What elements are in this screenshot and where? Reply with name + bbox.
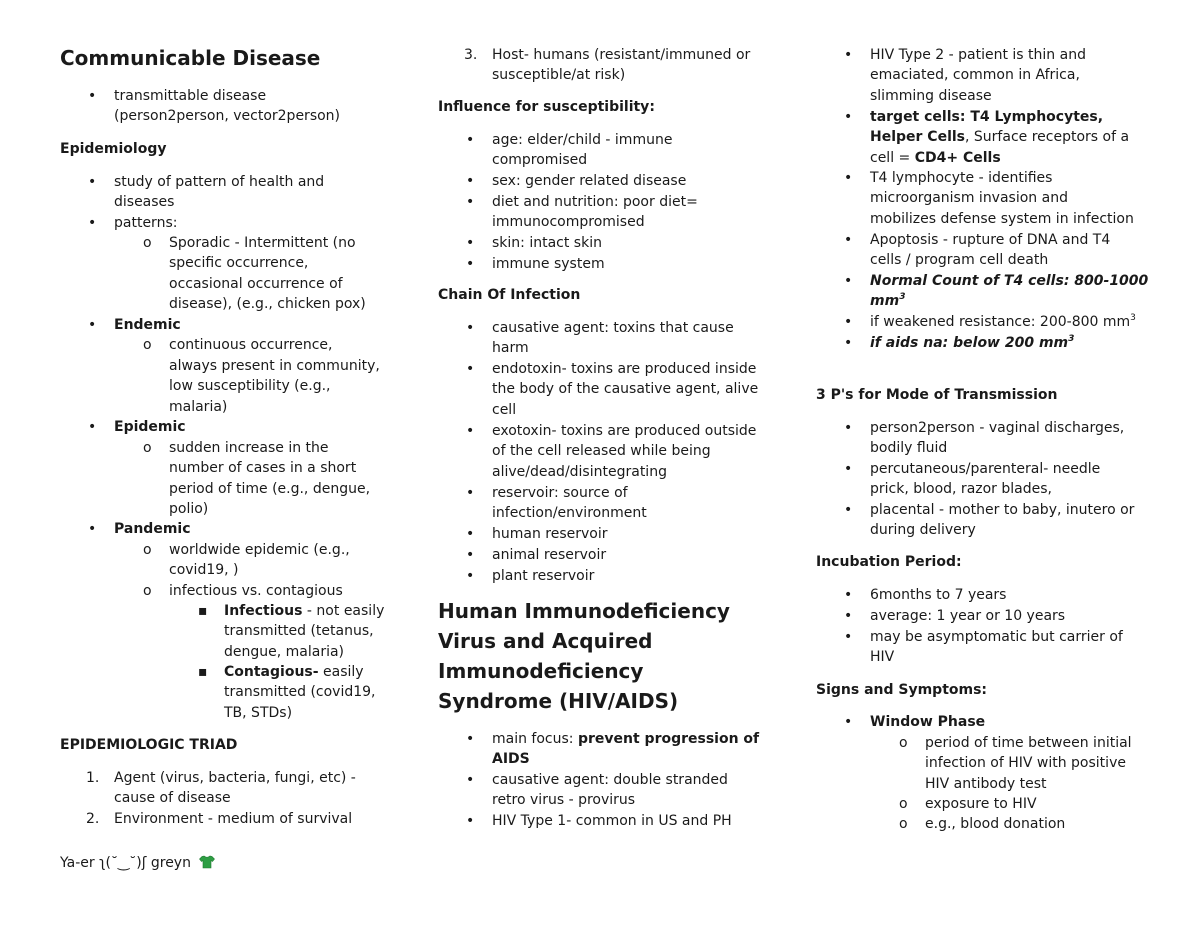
circle-bullet [899, 733, 908, 754]
list-item: Normal Count of T4 cells: 800-1000 [870, 273, 1149, 289]
list-number: 2. [86, 811, 100, 827]
bullet [466, 192, 474, 213]
superscript: 3 [1068, 334, 1075, 344]
emphasis: CD4+ Cells [914, 150, 1001, 166]
circle-bullet [899, 814, 908, 835]
title-communicable-disease: Communicable Disease [60, 46, 321, 70]
bullet [844, 459, 852, 480]
list-item: transmitted (tetanus, [224, 623, 374, 639]
emphasis: Helper Cells [870, 129, 966, 145]
bullet [844, 585, 852, 606]
list-item: T4 lymphocyte - identifies [870, 170, 1053, 186]
bullet [466, 566, 474, 587]
circle-bullet [899, 794, 908, 815]
bullet [844, 271, 852, 292]
list-item: HIV antibody test [925, 776, 1047, 792]
title-hiv-aids: Human Immunodeficiency [438, 599, 730, 623]
label: main focus: [492, 731, 578, 747]
heading-mode-of-transmission: 3 P's for Mode of Transmission [816, 387, 1058, 403]
list-item: Apoptosis - rupture of DNA and T4 [870, 232, 1111, 248]
bullet [466, 254, 474, 275]
heading-epidemiologic-triad: EPIDEMIOLOGIC TRIAD [60, 737, 238, 753]
list-item [870, 333, 1074, 354]
bullet [466, 171, 474, 192]
list-item: diet and nutrition: poor diet= [492, 194, 698, 210]
definition: easily [318, 664, 364, 680]
title-hiv-aids: Syndrome (HIV/AIDS) [438, 689, 679, 713]
list-item: animal reservoir [492, 547, 607, 563]
list-item: Agent (virus, bacteria, fungi, etc) - [114, 770, 356, 786]
term-endemic: Endemic [114, 317, 181, 333]
list-item: the body of the causative agent, alive [492, 381, 759, 397]
footer-text: Ya-er ʅ(˘‿˘)ʃ greyn [60, 855, 191, 871]
list-item: Environment - medium of survival [114, 811, 353, 827]
emphasis: prevent progression of [577, 731, 760, 747]
list-item: cause of disease [114, 790, 231, 806]
list-item: plant reservoir [492, 568, 595, 584]
list-item: number of cases in a short [169, 460, 357, 476]
list-item: polio) [169, 501, 209, 517]
list-item: TB, STDs) [224, 705, 293, 721]
square-bullet [198, 662, 208, 683]
list-item: reservoir: source of [492, 485, 628, 501]
list-item: cells / program cell death [870, 252, 1049, 268]
heading-epidemiology: Epidemiology [60, 141, 167, 157]
list-item: sex: gender related disease [492, 173, 687, 189]
list-item: low susceptibility (e.g., [169, 378, 331, 394]
list-item: mobilizes defense system in infection [870, 211, 1134, 227]
bullet [844, 312, 852, 333]
list-item: specific occurrence, [169, 255, 309, 271]
list-item: slimming disease [870, 88, 992, 104]
text: if aids na: below 200 mm [870, 335, 1069, 351]
list-item: always present in community, [169, 358, 380, 374]
heading-incubation-period: Incubation Period: [816, 554, 962, 570]
circle-bullet [143, 438, 152, 459]
list-item: HIV Type 1- common in US and PH [492, 813, 732, 829]
list-item: e.g., blood donation [925, 816, 1066, 832]
list-item: continuous occurrence, [169, 337, 333, 353]
bullet [844, 500, 852, 521]
list-item: malaria) [169, 399, 228, 415]
list-item: infection/environment [492, 505, 647, 521]
bullet [844, 168, 852, 189]
list-item: endotoxin- toxins are produced inside [492, 361, 757, 377]
list-item: target cells: T4 Lymphocytes, [870, 109, 1104, 125]
bullet [466, 130, 474, 151]
heading-susceptibility: Influence for susceptibility: [438, 99, 655, 115]
list-item: during delivery [870, 522, 976, 538]
term-epidemic: Epidemic [114, 419, 186, 435]
list-item [870, 291, 905, 312]
bullet [466, 545, 474, 566]
square-bullet [198, 601, 208, 622]
footer-signature [60, 853, 215, 873]
text: cell = [870, 150, 915, 166]
list-item: Host- humans (resistant/immuned or [492, 47, 751, 63]
definition: - not easily [302, 603, 385, 619]
bullet [88, 172, 96, 193]
list-item: worldwide epidemic (e.g., [169, 542, 350, 558]
list-item [224, 601, 384, 622]
list-item: susceptible/at risk) [492, 67, 626, 83]
term-contagious: Contagious- [224, 664, 319, 680]
list-item: causative agent: toxins that cause [492, 320, 734, 336]
list-item: sudden increase in the [169, 440, 329, 456]
list-item: human reservoir [492, 526, 608, 542]
list-item: infectious vs. contagious [169, 583, 343, 599]
bullet [88, 213, 96, 234]
list-item: exotoxin- toxins are produced outside [492, 423, 757, 439]
list-item: diseases [114, 194, 175, 210]
list-item: disease), (e.g., chicken pox) [169, 296, 366, 312]
superscript: 3 [899, 292, 906, 302]
list-item: HIV Type 2 - patient is thin and [870, 47, 1086, 63]
list-item: bodily fluid [870, 440, 948, 456]
bullet [844, 418, 852, 439]
bullet [844, 107, 852, 128]
list-item [870, 127, 1129, 148]
bullet [844, 45, 852, 66]
bullet [466, 233, 474, 254]
list-item: retro virus - provirus [492, 792, 636, 808]
bullet [844, 606, 852, 627]
bullet [844, 712, 852, 733]
unit: mm [870, 293, 900, 309]
list-item: microorganism invasion and [870, 190, 1068, 206]
list-item: AIDS [492, 751, 530, 767]
bullet [466, 770, 474, 791]
circle-bullet [143, 581, 152, 602]
term-window-phase: Window Phase [870, 714, 986, 730]
list-item: immune system [492, 256, 605, 272]
list-item: alive/dead/disintegrating [492, 464, 667, 480]
text: , Surface receptors of a [965, 129, 1130, 145]
list-item: study of pattern of health and [114, 174, 325, 190]
list-item: placental - mother to baby, inutero or [870, 502, 1135, 518]
bullet [466, 811, 474, 832]
list-item: immunocompromised [492, 214, 645, 230]
list-item: period of time between initial [925, 735, 1132, 751]
list-number: 3. [464, 47, 478, 63]
list-item: transmittable disease [114, 88, 267, 104]
list-item [224, 662, 364, 683]
bullet [844, 230, 852, 251]
heading-signs-and-symptoms: Signs and Symptoms: [816, 682, 988, 698]
text: if weakened resistance: 200-800 mm [870, 314, 1131, 330]
bullet [466, 359, 474, 380]
list-item [870, 148, 1001, 169]
list-item [870, 312, 1136, 333]
list-item: covid19, ) [169, 562, 239, 578]
list-item: compromised [492, 152, 588, 168]
list-item: HIV [870, 649, 895, 665]
list-item: age: elder/child - immune [492, 132, 673, 148]
list-item: infection of HIV with positive [925, 755, 1126, 771]
list-item: 6months to 7 years [870, 587, 1007, 603]
list-item: (person2person, vector2person) [114, 108, 341, 124]
list-item: period of time (e.g., dengue, [169, 481, 371, 497]
heading-chain-of-infection: Chain Of Infection [438, 287, 581, 303]
bullet [466, 524, 474, 545]
list-item: harm [492, 340, 529, 356]
list-item: skin: intact skin [492, 235, 602, 251]
bullet [466, 318, 474, 339]
list-item: cell [492, 402, 517, 418]
title-hiv-aids: Immunodeficiency [438, 659, 644, 683]
bullet [88, 86, 96, 107]
list-item [492, 729, 759, 750]
circle-bullet [143, 335, 152, 356]
list-item: occasional occurrence of [169, 276, 343, 292]
superscript: 3 [1130, 313, 1136, 323]
bullet [88, 417, 96, 438]
list-item: average: 1 year or 10 years [870, 608, 1066, 624]
list-item: percutaneous/parenteral- needle [870, 461, 1101, 477]
list-item: Sporadic - Intermittent (no [169, 235, 356, 251]
list-item: person2person - vaginal discharges, [870, 420, 1125, 436]
bullet [466, 421, 474, 442]
list-number: 1. [86, 770, 100, 786]
list-item: may be asymptomatic but carrier of [870, 629, 1123, 645]
circle-bullet [143, 540, 152, 561]
list-item: emaciated, common in Africa, [870, 67, 1080, 83]
term-pandemic: Pandemic [114, 521, 191, 537]
list-item: causative agent: double stranded [492, 772, 728, 788]
list-item: prick, blood, razor blades, [870, 481, 1052, 497]
circle-bullet [143, 233, 152, 254]
list-item: of the cell released while being [492, 443, 711, 459]
title-hiv-aids: Virus and Acquired [438, 629, 653, 653]
list-item: exposure to HIV [925, 796, 1037, 812]
term-infectious: Infectious [224, 603, 303, 619]
list-item: dengue, malaria) [224, 644, 345, 660]
bullet [844, 333, 852, 354]
green-shirt-icon [199, 855, 215, 869]
list-item: patterns: [114, 215, 178, 231]
list-item: transmitted (covid19, [224, 684, 376, 700]
bullet [466, 483, 474, 504]
bullet [844, 627, 852, 648]
bullet [466, 729, 474, 750]
bullet [88, 519, 96, 540]
bullet [88, 315, 96, 336]
